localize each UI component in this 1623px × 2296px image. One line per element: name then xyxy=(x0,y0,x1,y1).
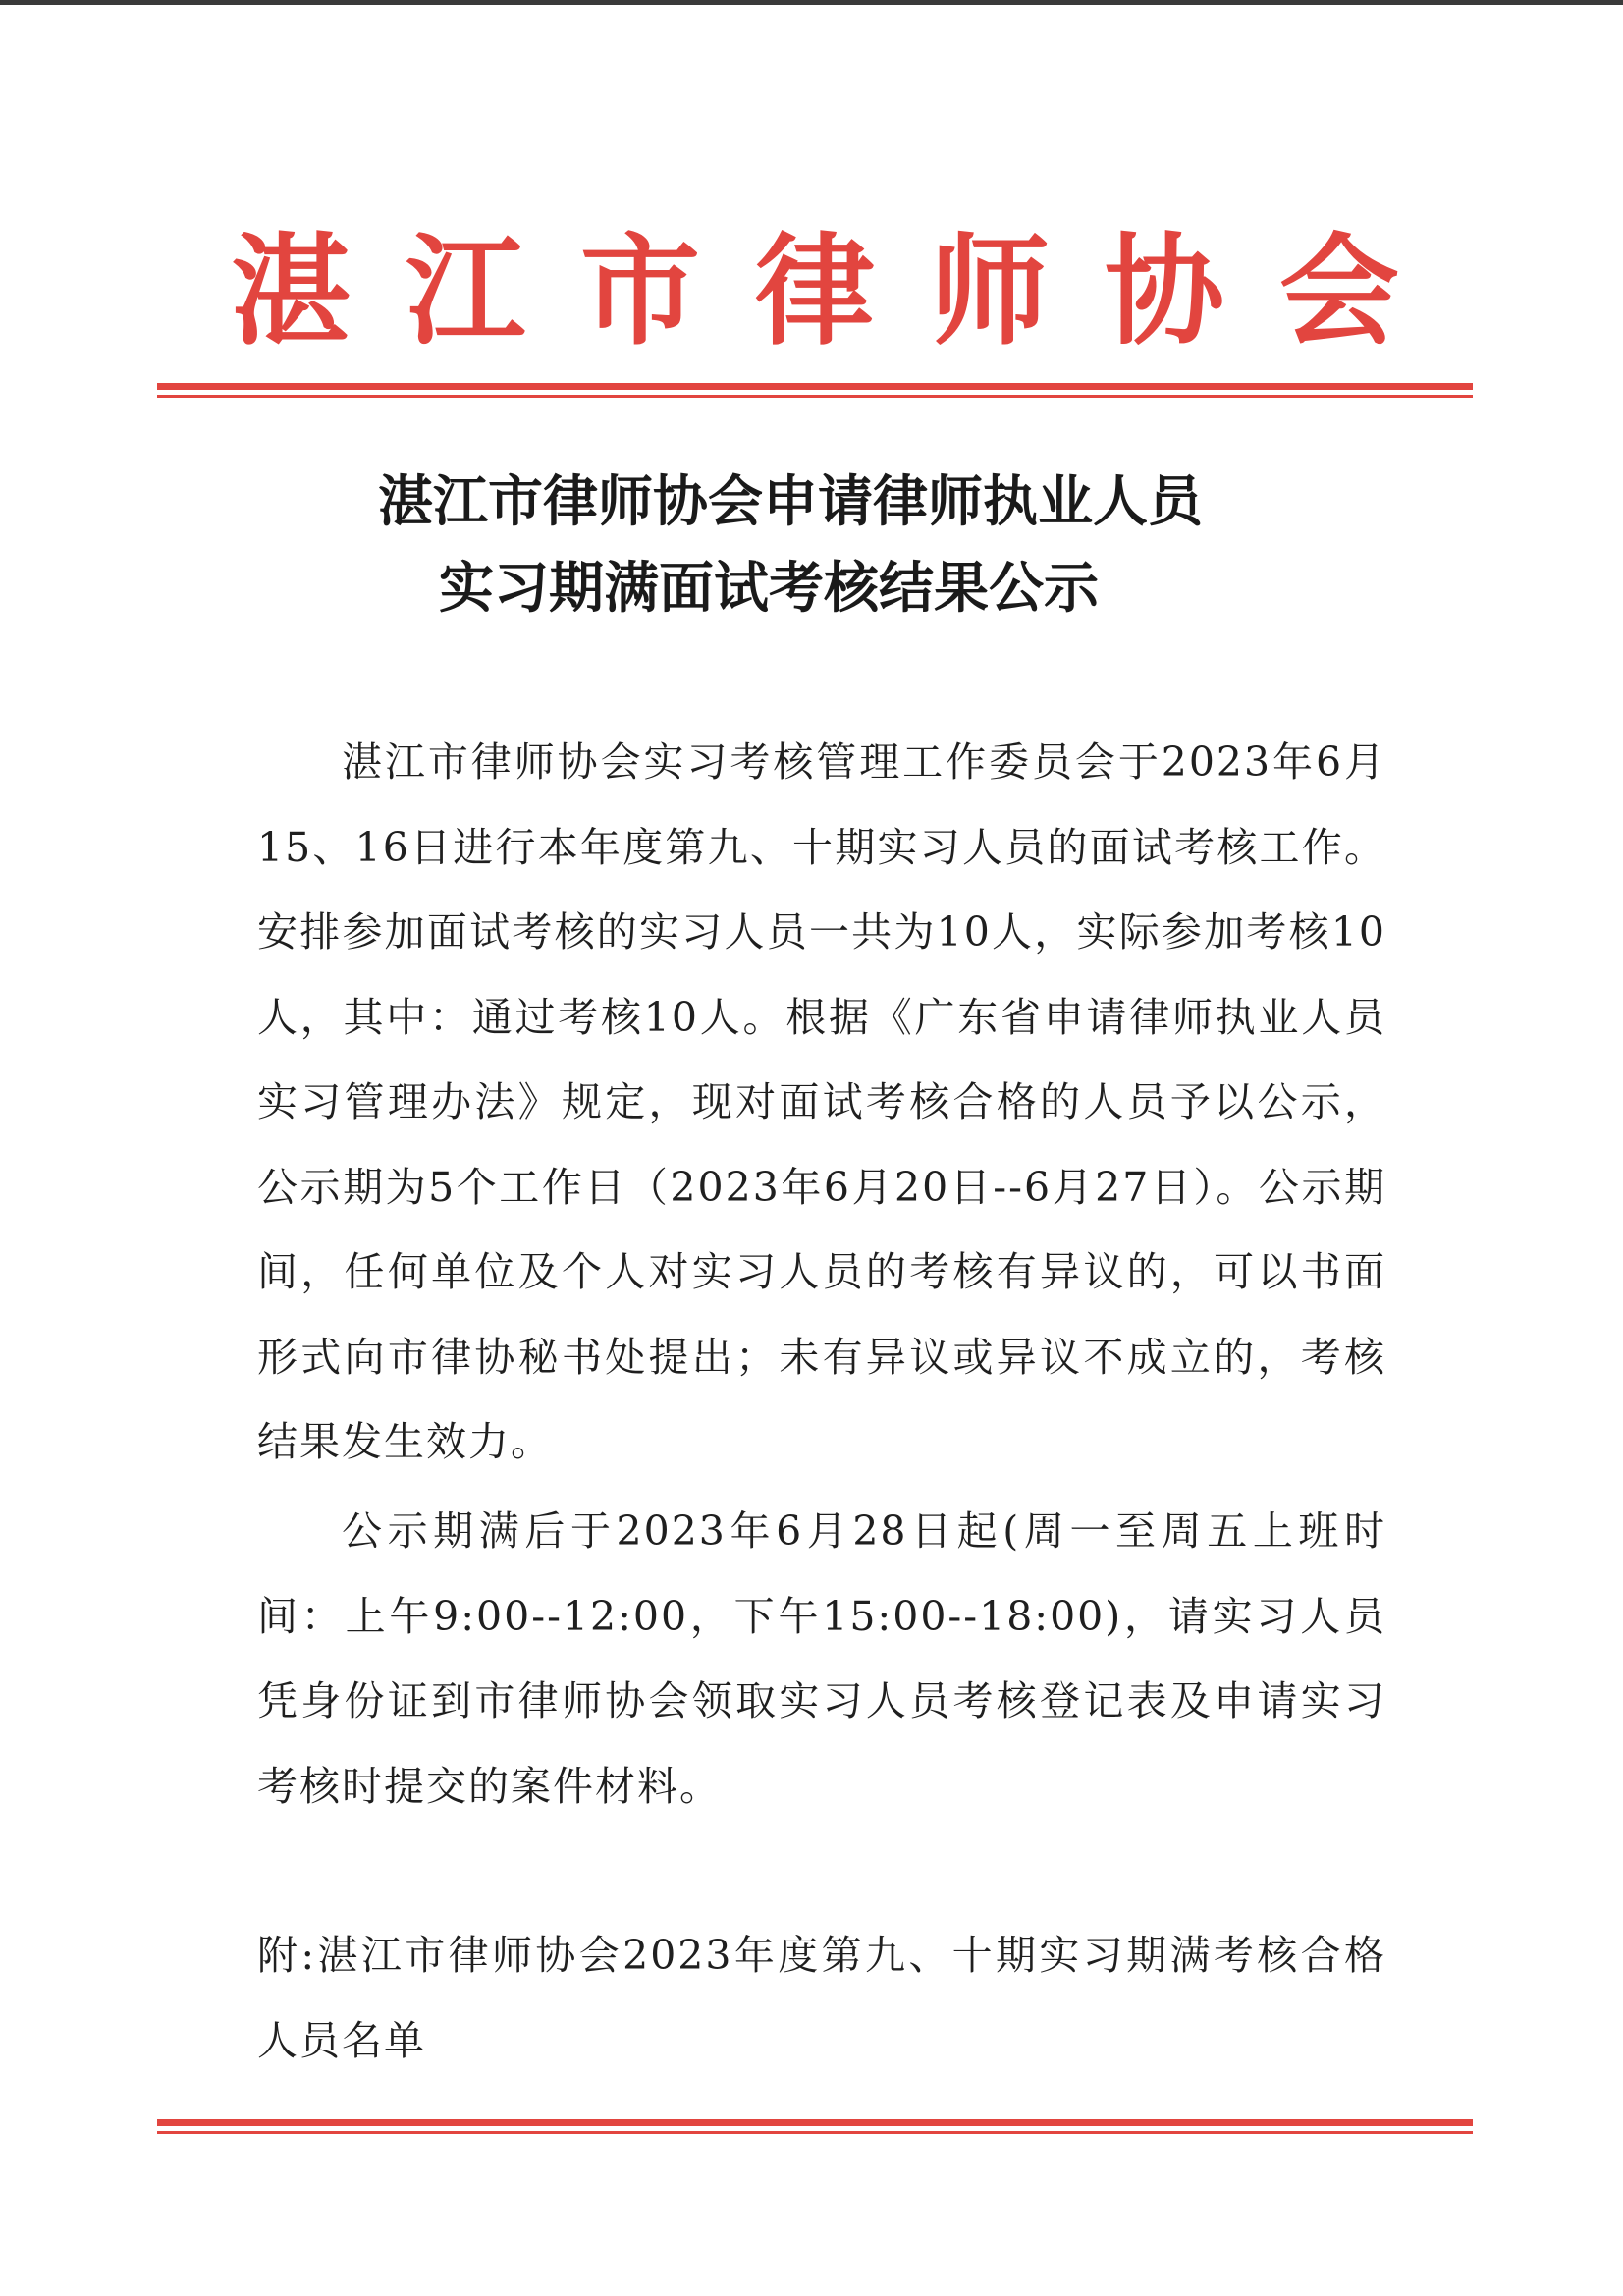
body-paragraph-2 xyxy=(257,1489,1386,1829)
footer-divider xyxy=(157,2119,1473,2134)
title-line-1: 湛江市律师协会申请律师执业人员 xyxy=(378,470,1203,534)
letterhead-org-name: 湛江市律师协会 xyxy=(231,222,1454,361)
paragraph-text: 公示期满后于2023年6月28日起(周一至周五上班时间：上午9:00--12:00，下午15:00--18:00)，请实习人员凭身份证到市律师协会领取实习人员考核登记表及申请实习考核时提交的案件材料。 xyxy=(257,1507,1386,1810)
paragraph-text: 湛江市律师协会实习考核管理工作委员会于2023年6月15、16日进行本年度第九、十期实习人员的面试考核工作。安排参加面试考核的实习人员一共为10人，实际参加考核10人，其中：通过考核10人。根据《广东省申请律师执业人员实习管理办法》规定，现对面试考核合格的人员予以公示，公示期为5个工作日（2023年6月20日--6月27日）。公示期间，任何单位及个人对实习人员的考核有异议的，可以书面形式向市律协秘书处提出；未有异议或异议不成立的，考核结果发生效力。 xyxy=(257,738,1386,1465)
scan-edge xyxy=(0,0,1623,5)
title-line-2: 实习期满面试考核结果公示 xyxy=(439,557,1099,621)
document-title xyxy=(157,460,1473,632)
letterhead-divider xyxy=(157,383,1473,398)
body-paragraph-1 xyxy=(257,720,1386,1485)
attachment-note: 附:湛江市律师协会2023年度第九、十期实习期满考核合格人员名单 xyxy=(257,1932,1386,2064)
